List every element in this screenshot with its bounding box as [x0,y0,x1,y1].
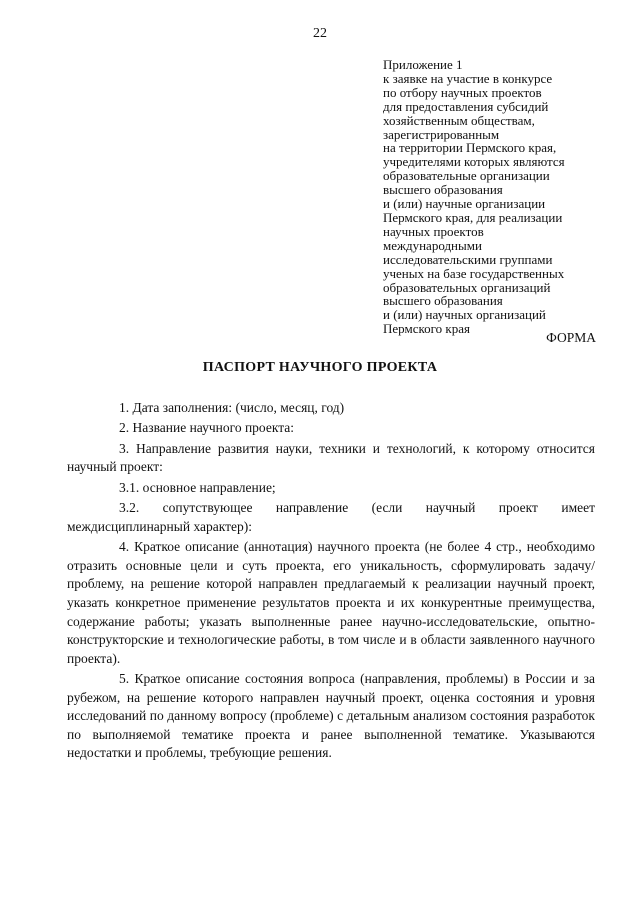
item-research-direction: 3. Направление развития науки, техники и технологий, к которому относится научный проект: [67,440,595,475]
appendix-line: для предоставления субсидий [383,98,549,114]
appendix-line: исследовательскими группами [383,251,553,267]
appendix-line: на территории Пермского края, [383,140,557,156]
appendix-line: зарегистрированным [383,126,500,142]
appendix-line: учредителями которых являются [383,154,565,170]
appendix-line: и (или) научных организаций [383,307,546,323]
appendix-line: высшего образования [383,182,503,198]
item-main-direction: 3.1. основное направление; [119,479,276,495]
document-body [67,399,595,763]
appendix-line: к заявке на участие в конкурсе [383,70,553,86]
appendix-line: высшего образования [383,293,503,309]
appendix-line: Приложение 1 [383,57,463,72]
page-number: 22 [313,26,327,41]
item-secondary-direction: 3.2. сопутствующее направление (если научный проект имеет междисциплинарный характер): [67,500,595,534]
appendix-line: Пермского края [383,321,470,337]
item-fill-date: 1. Дата заполнения: (число, месяц, год) [119,400,345,415]
appendix-line: образовательные организации [383,168,550,184]
appendix-line: и (или) научные организации [383,196,546,212]
item-project-name: 2. Название научного проекта: [119,420,295,436]
appendix-line: научных проектов [383,223,484,239]
appendix-line: Пермского края, для реализации [383,209,563,225]
appendix-line: по отбору научных проектов [383,84,542,100]
document-title: ПАСПОРТ НАУЧНОГО ПРОЕКТА [202,360,438,375]
appendix-line: международными [383,237,482,253]
form-label: ФОРМА [546,330,596,345]
appendix-block [383,58,623,336]
appendix-line: хозяйственным обществам, [383,112,535,128]
item-project-abstract: 4. Краткое описание (аннотация) научного проекта (не более 4 стр., необходимо отразить основные цели и суть проекта, его уникальность, сформулировать задачу/проблему, на решение которой направлен предлагаемый к реализации научный проект, указать конкретное применение результатов проекта и их конкурентные преимущества, содержание работы; указать выполненные ранее научно-исследовательские, опытно-конструкторские и технологические работы, в том числе и в области заявленного научного проекта). [67,539,595,666]
appendix-line: образовательных организаций [383,279,551,295]
item-state-of-question: 5. Краткое описание состояния вопроса (направления, проблемы) в России и за рубежом, на решение которого направлен научный проект, оценка состояния и уровня исследований по данному вопросу (проблеме) с детальным анализом состояния разработок по выполняемой тематике проекта и ранее выполненной тематике. Указываются недостатки и проблемы, требующие решения. [67,671,595,761]
appendix-line: ученых на базе государственных [383,265,565,281]
